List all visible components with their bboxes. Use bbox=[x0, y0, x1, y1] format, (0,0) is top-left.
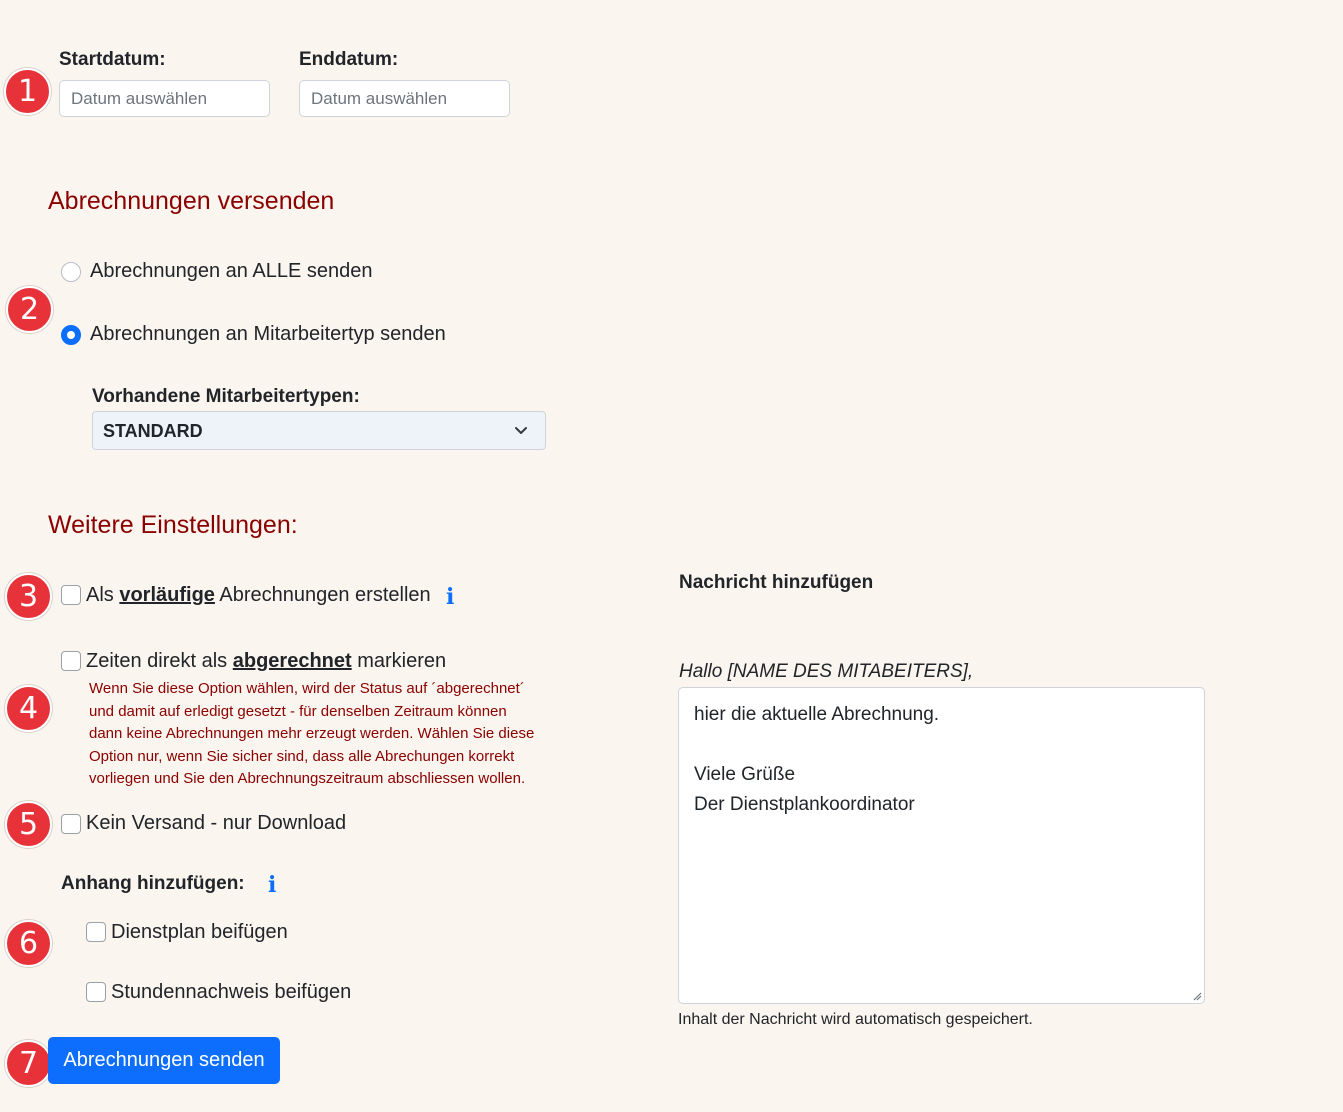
info-icon[interactable]: i bbox=[446, 584, 455, 610]
end-date-label: Enddatum: bbox=[299, 49, 399, 70]
settled-label[interactable]: Zeiten direkt als abgerechnet markieren bbox=[86, 650, 447, 672]
preliminary-emphasis: vorläufige bbox=[119, 584, 215, 606]
resize-grip-icon[interactable] bbox=[1192, 991, 1202, 1001]
step-badge-1: 1 bbox=[4, 68, 51, 115]
employee-types-label: Vorhandene Mitarbeitertypen: bbox=[92, 386, 360, 407]
radio-send-all[interactable] bbox=[61, 262, 81, 282]
send-statements-button[interactable]: Abrechnungen senden bbox=[48, 1037, 280, 1084]
message-autosave-note: Inhalt der Nachricht wird automatisch gespeichert. bbox=[678, 1011, 1033, 1028]
hours-attach-label[interactable]: Stundennachweis beifügen bbox=[111, 981, 352, 1003]
step-badge-6: 6 bbox=[5, 920, 52, 967]
employee-type-select-value: STANDARD bbox=[103, 421, 203, 441]
chevron-down-icon bbox=[515, 424, 527, 436]
radio-send-by-type[interactable] bbox=[61, 325, 81, 345]
start-date-input[interactable] bbox=[59, 80, 270, 117]
start-date-label: Startdatum: bbox=[59, 49, 166, 70]
no-send-label[interactable]: Kein Versand - nur Download bbox=[86, 812, 347, 834]
message-title: Nachricht hinzufügen bbox=[679, 572, 874, 593]
roster-attach-checkbox[interactable] bbox=[86, 922, 106, 942]
radio-send-by-type-label[interactable]: Abrechnungen an Mitarbeitertyp senden bbox=[90, 323, 446, 345]
radio-send-all-label[interactable]: Abrechnungen an ALLE senden bbox=[90, 260, 373, 282]
step-badge-2: 2 bbox=[6, 286, 53, 333]
hours-attach-checkbox[interactable] bbox=[86, 982, 106, 1002]
attachments-label: Anhang hinzufügen: bbox=[61, 873, 245, 894]
preliminary-label[interactable]: Als vorläufige Abrechnungen erstellen bbox=[86, 584, 431, 606]
settings-section-title: Weitere Einstellungen: bbox=[48, 511, 298, 539]
message-textarea[interactable] bbox=[678, 687, 1205, 1004]
message-greeting: Hallo [NAME DES MITABEITERS], bbox=[679, 661, 974, 682]
settled-emphasis: abgerechnet bbox=[232, 650, 352, 672]
step-badge-3: 3 bbox=[5, 573, 52, 620]
settled-checkbox[interactable] bbox=[61, 651, 81, 671]
no-send-checkbox[interactable] bbox=[61, 814, 81, 834]
preliminary-checkbox[interactable] bbox=[61, 585, 81, 605]
step-badge-7: 7 bbox=[5, 1040, 52, 1087]
roster-attach-label[interactable]: Dienstplan beifügen bbox=[111, 921, 288, 943]
step-badge-4: 4 bbox=[5, 685, 52, 732]
end-date-input[interactable] bbox=[299, 80, 510, 117]
step-badge-5: 5 bbox=[5, 801, 52, 848]
settled-warning-text: Wenn Sie diese Option wählen, wird der Status auf ´abgerechnet´ und damit auf erledigt gesetzt - für denselben Zeitraum können dann keine Abrechnungen mehr erzeugt werden. Wählen Sie diese Option nur, wenn Sie sicher sind, dass alle Abrechungen korrekt vorliegen und Sie den Abrechnungszeitraum abschliessen wollen. bbox=[89, 680, 535, 787]
send-section-title: Abrechnungen versenden bbox=[48, 187, 335, 215]
employee-type-select[interactable] bbox=[92, 411, 546, 450]
info-icon[interactable]: i bbox=[268, 872, 277, 898]
